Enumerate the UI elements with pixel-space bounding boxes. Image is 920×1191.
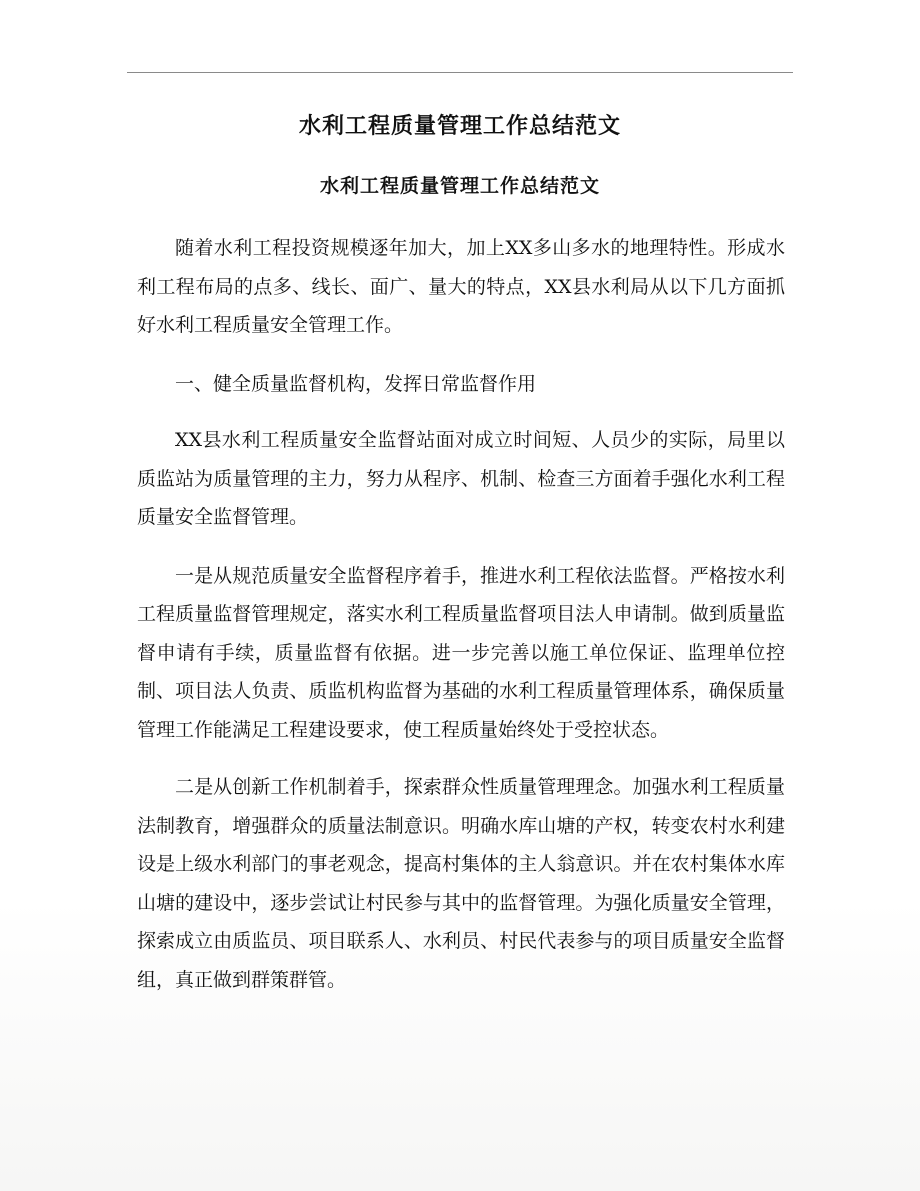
document-title: 水利工程质量管理工作总结范文: [298, 113, 621, 139]
document-body: [137, 229, 785, 1018]
paragraph-station: XX县水利工程质量安全监督站面对成立时间短、人员少的实际，局里以质监站为质量管理的主力，努力从程序、机制、检查三方面着手强化水利工程质量安全监督管理。: [137, 429, 785, 528]
document-subtitle: 水利工程质量管理工作总结范文: [319, 175, 600, 197]
section-heading-1: 一、健全质量监督机构，发挥日常监督作用: [175, 372, 537, 395]
header-rule: [127, 72, 793, 73]
paragraph-procedure: 一是从规范质量安全监督程序着手，推进水利工程依法监督。严格按水利工程质量监督管理规定，落实水利工程质量监督项目法人申请制。做到质量监督申请有手续，质量监督有依据。进一步完善以施工单位保证、监理单位控制、项目法人负责、质监机构监督为基础的水利工程质量管理体系，确保质量管理工作能满足工程建设要求，使工程质量始终处于受控状态。: [137, 564, 785, 741]
paragraph-intro: 随着水利工程投资规模逐年加大，加上XX多山多水的地理特性。形成水利工程布局的点多、线长、面广、量大的特点，XX县水利局从以下几方面抓好水利工程质量安全管理工作。: [137, 237, 785, 336]
paragraph-mechanism: 二是从创新工作机制着手，探索群众性质量管理理念。加强水利工程质量法制教育，增强群众的质量法制意识。明确水库山塘的产权，转变农村水利建设是上级水利部门的事老观念，提高村集体的主人翁意识。并在农村集体水库山塘的建设中，逐步尝试让村民参与其中的监督管理。为强化质量安全管理，探索成立由质监员、项目联系人、水利员、村民代表参与的项目质量安全监督组，真正做到群策群管。: [137, 776, 785, 991]
